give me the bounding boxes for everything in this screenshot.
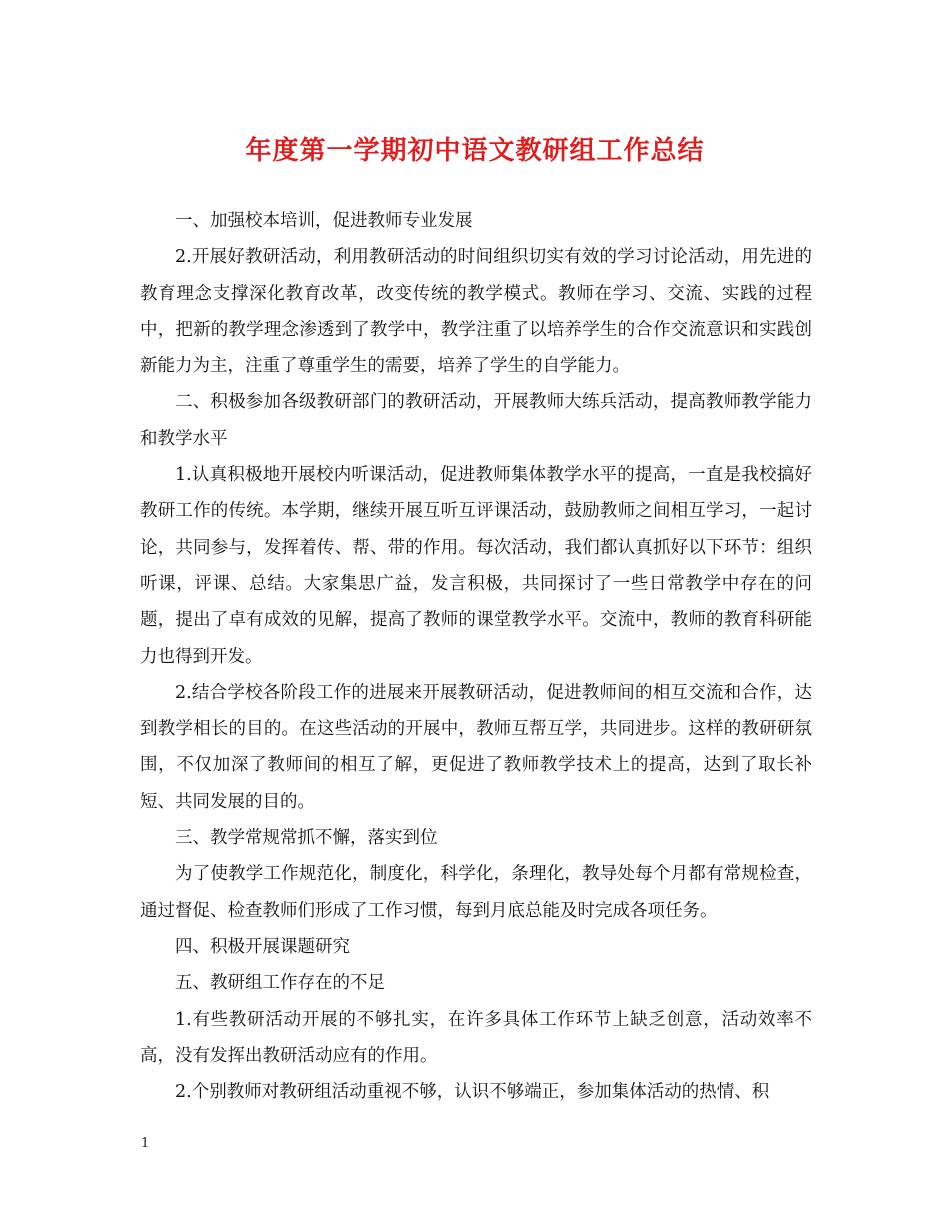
section-heading-5: 五、教研组工作存在的不足 bbox=[175, 973, 385, 994]
paragraph-1-2: 2.开展好教研活动，利用教研活动的时间组织切实有效的学习讨论活动，用先进的教育理念支撑深化教育改革，改变传统的教学模式。教师在学习、交流、实践的过程中，把新的教学理念渗透到了教学中，教学注重了以培养学生的合作交流意识和实践创新能力为主，注重了尊重学生的需要，培养了学生的自学能力。 bbox=[140, 247, 812, 377]
paragraph-2-2: 2.结合学校各阶段工作的进展来开展教研活动，促进教师间的相互交流和合作，达到教学相长的目的。在这些活动的开展中，教师互帮互学，共同进步。这样的教研研氛围，不仅加深了教师间的相互了解，更促进了教师教学技术上的提高，达到了取长补短、共同发展的目的。 bbox=[140, 682, 812, 812]
document-title: 年度第一学期初中语文教研组工作总结 bbox=[245, 136, 705, 166]
paragraph-5-1: 1.有些教研活动开展的不够扎实，在许多具体工作环节上缺乏创意，活动效率不高，没有发挥出教研活动应有的作用。 bbox=[140, 1009, 812, 1066]
section-heading-3: 三、教学常规常抓不懈，落实到位 bbox=[175, 828, 438, 849]
paragraph-5-2: 2.个别教师对教研组活动重视不够，认识不够端正，参加集体活动的热情、积 bbox=[175, 1082, 770, 1103]
paragraph-2-1: 1.认真积极地开展校内听课活动，促进教师集体教学水平的提高，一直是我校搞好教研工作的传统。本学期，继续开展互听互评课活动，鼓励教师之间相互学习，一起讨论，共同参与，发挥着传、帮、带的作用。每次活动，我们都认真抓好以下环节：组织听课，评课、总结。大家集思广益，发言积极，共同探讨了一些日常教学中存在的问题，提出了卓有成效的见解，提高了教师的课堂教学水平。交流中，教师的教育科研能力也得到开发。 bbox=[140, 465, 812, 667]
section-heading-4: 四、积极开展课题研究 bbox=[175, 936, 350, 957]
document-body bbox=[140, 203, 812, 1110]
section-heading-2: 二、积极参加各级教研部门的教研活动，开展教师大练兵活动，提高教师教学能力和教学水平 bbox=[140, 392, 812, 449]
section-heading-1: 一、加强校本培训，促进教师专业发展 bbox=[175, 211, 473, 231]
paragraph-3: 为了使教学工作规范化，制度化，科学化，条理化，教导处每个月都有常规检查，通过督促、检查教师们形成了工作习惯，每到月底总能及时完成各项任务。 bbox=[140, 864, 812, 921]
page-number: 1 bbox=[141, 1136, 150, 1151]
